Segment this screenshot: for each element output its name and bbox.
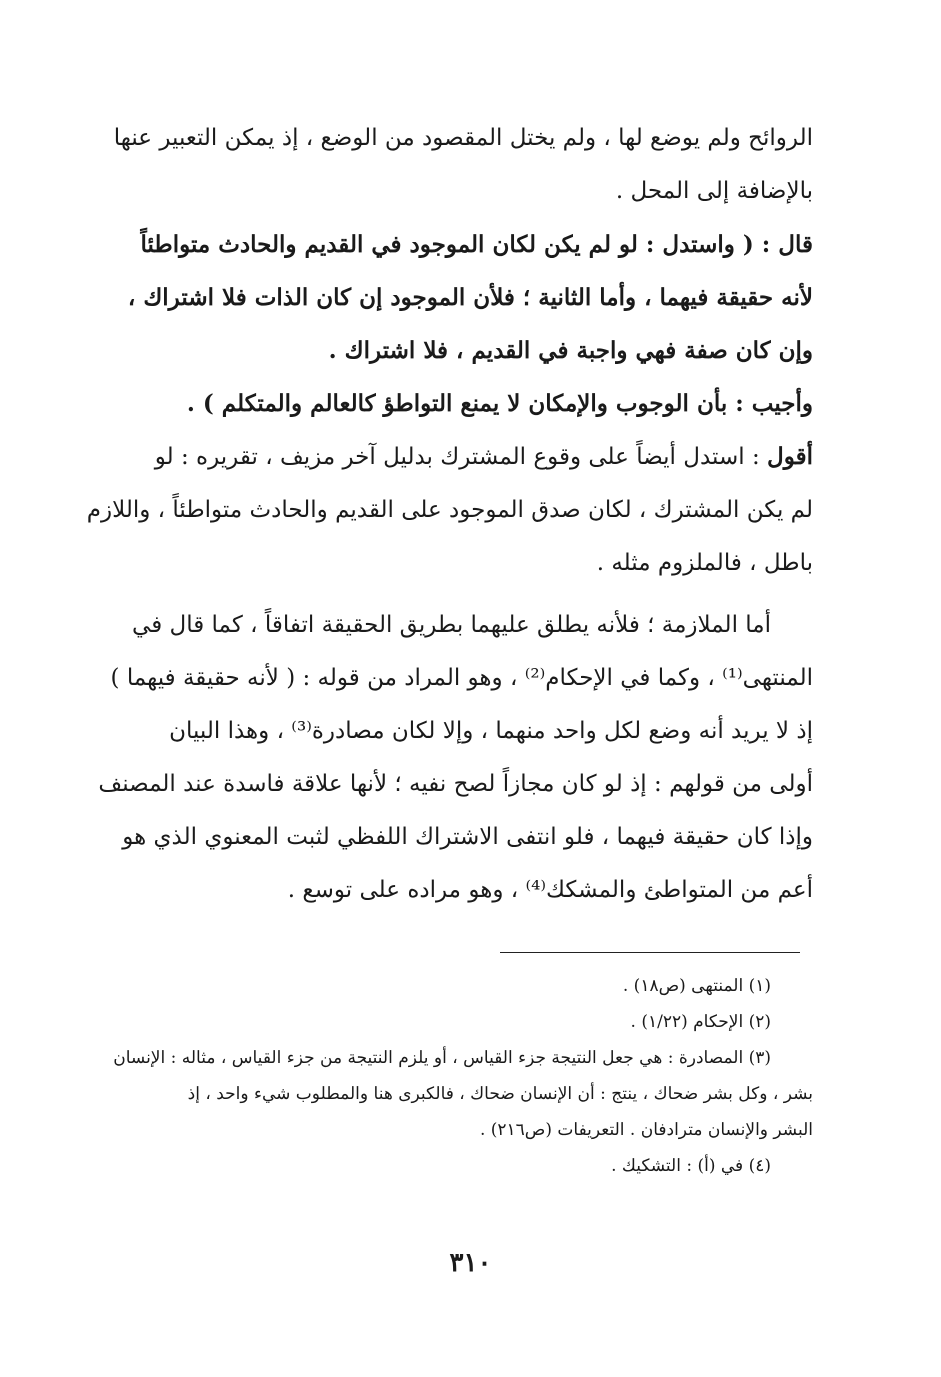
commentary-first-line: [48, 430, 813, 484]
quote-line: وإن كان صفة فهي واجبة في القديم ، فلا اشتراك .: [328, 337, 813, 364]
text-line: وإذا كان حقيقة فيهما ، فلو انتفى الاشتراك اللفظي لثبت المعنوي الذي هو: [122, 824, 813, 850]
footnote: (٤) في (أ) : التشكيك .: [611, 1156, 771, 1176]
footnote: (٣) المصادرة : هي جعل النتيجة جزء القياس ، أو يلزم النتيجة من جزء القياس ، مثاله : الإنسان: [113, 1048, 771, 1068]
footnote-continuation: البشر والإنسان مترادفان . التعريفات (ص٢١٦) .: [479, 1120, 813, 1140]
text-line: أما الملازمة ؛ فلأنه يطلق عليهما بطريق الحقيقة اتفاقاً ، كما قال في: [132, 612, 771, 638]
footnotes: [48, 968, 813, 1184]
commentary-term: أقول: [767, 443, 813, 470]
text-line: بالإضافة إلى المحل .: [615, 178, 813, 204]
footnote-divider: [500, 952, 800, 953]
text-line: باطل ، فالملزوم مثله .: [596, 550, 813, 576]
text-line: أولى من قولهم : إذ لو كان مجازاً لصح نفيه ؛ لأنها علاقة فاسدة عند المصنف: [98, 771, 813, 797]
text-line: إذ لا يريد أنه وضع لكل واحد منهما ، وإلا لكان مصادرة⁽³⁾ ، وهذا البيان: [169, 718, 813, 744]
footnote: (١) المنتهى (ص١٨) .: [622, 976, 771, 996]
text-line: المنتهى⁽¹⁾ ، وكما في الإحكام⁽²⁾ ، وهو المراد من قوله : ( لأنه حقيقة فيهما ): [110, 665, 813, 691]
main-text: [48, 112, 813, 917]
quote-line: لأنه حقيقة فيهما ، وأما الثانية ؛ فلأن الموجود إن كان الذات فلا اشتراك ،: [127, 284, 813, 311]
quote-line: قال : ( واستدل : لو لم يكن لكان الموجود في القديم والحادث متواطئاً: [140, 231, 813, 258]
page-number: ٣١٠: [449, 1248, 492, 1278]
text-line: أعم من المتواطئ والمشكك⁽⁴⁾ ، وهو مراده على توسع .: [287, 877, 813, 903]
answer-line: وأجيب : بأن الوجوب والإمكان لا يمنع التواطؤ كالعالم والمتكلم ) .: [186, 390, 813, 417]
commentary-text: : استدل أيضاً على وقوع المشترك بدليل آخر مزيف ، تقريره : لو: [154, 444, 768, 470]
text-line: لم يكن المشترك ، لكان صدق الموجود على القديم والحادث متواطئاً ، واللازم: [86, 497, 813, 523]
paragraph-gap: [48, 590, 813, 599]
text-line: الروائح ولم يوضع لها ، ولم يختل المقصود من الوضع ، إذ يمكن التعبير عنها: [113, 125, 813, 151]
footnote-continuation: بشر ، وكل بشر ضحاك ، ينتج : أن الإنسان ضحاك ، فالكبرى هنا والمطلوب شيء واحد ، إذ: [187, 1084, 813, 1104]
footnote: (٢) الإحكام (١/٢٢) .: [630, 1012, 771, 1032]
